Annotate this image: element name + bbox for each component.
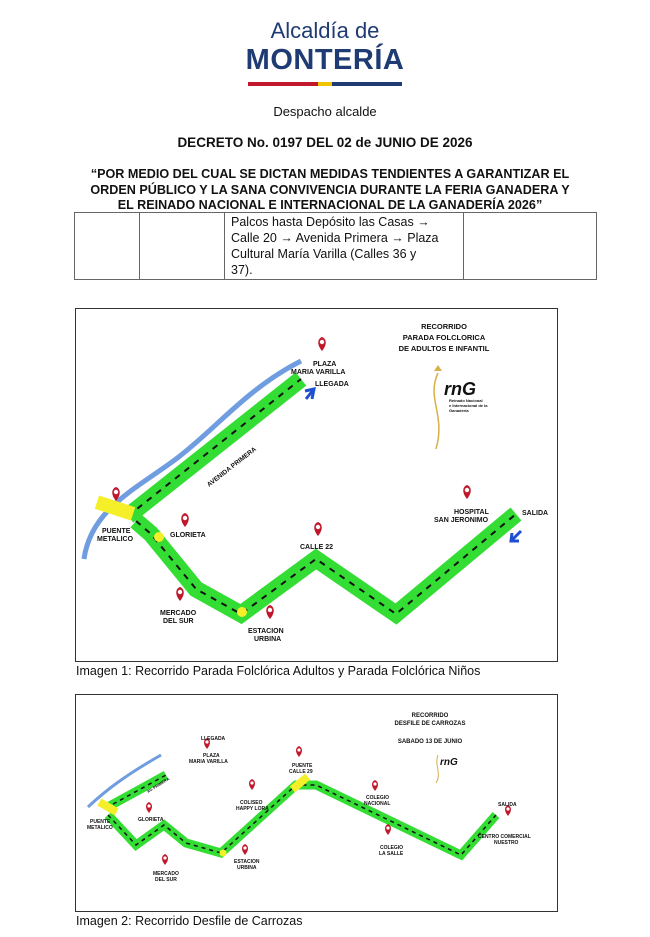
label-llegada: LLEGADA bbox=[315, 381, 349, 388]
pin-calle22-icon bbox=[314, 522, 322, 536]
glorieta-marker bbox=[154, 532, 164, 542]
route-line-1: Palcos hasta Depósito las Casas → bbox=[231, 215, 430, 229]
label2-la-salle: LA SALLE bbox=[379, 851, 404, 857]
label-hospital: HOSPITAL bbox=[454, 509, 489, 516]
map2-date: SABADO 13 DE JUNIO bbox=[397, 739, 463, 745]
label2-coliseo: COLISEO bbox=[240, 800, 263, 806]
label2-centro: CENTRO COMERCIAL bbox=[478, 834, 531, 840]
map2-title-2: DESFILE DE CARROZAS bbox=[394, 721, 466, 727]
label2-estacion: ESTACION bbox=[234, 859, 260, 865]
pin-mercado-icon bbox=[176, 587, 184, 601]
route-line-2: Calle 20 → Avenida Primera → Plaza bbox=[231, 231, 439, 245]
logo-flag-bar bbox=[248, 82, 402, 86]
label2-mercado: MERCADO bbox=[153, 871, 179, 877]
arrow-salida-icon bbox=[511, 531, 521, 541]
label-salida: SALIDA bbox=[522, 510, 549, 517]
estacion-marker bbox=[237, 607, 247, 617]
label2-maria-varilla: MARIA VARILLA bbox=[189, 759, 228, 765]
map-1 bbox=[76, 309, 557, 661]
label2-puente: PUENTE bbox=[292, 763, 313, 769]
label2-puente-m: PUENTE bbox=[90, 819, 111, 825]
rng-logo-2-icon bbox=[436, 755, 458, 783]
label-puente: PUENTE bbox=[102, 528, 131, 535]
pin-coliseo-icon bbox=[249, 779, 255, 790]
rng-logo-2-text: rnG bbox=[440, 757, 458, 768]
route-1 bbox=[128, 379, 516, 614]
label-del-sur: DEL SUR bbox=[163, 618, 194, 625]
label2-av-primera: AV. PRIMERA bbox=[145, 776, 171, 794]
rng-logo-text: rnG bbox=[444, 379, 477, 399]
estacion-2-marker bbox=[220, 850, 227, 857]
pin-estacion-icon bbox=[266, 605, 274, 619]
label-san-jeronimo: SAN JERONIMO bbox=[434, 517, 489, 524]
label-metalico: METALICO bbox=[97, 536, 134, 543]
table-cell-empty-1 bbox=[75, 213, 140, 280]
pin-hospital-icon bbox=[463, 485, 471, 499]
map1-title-1: RECORRIDO bbox=[421, 322, 467, 331]
logo-line-2: MONTERÍA bbox=[245, 44, 405, 76]
route-line-4: 37). bbox=[231, 263, 253, 277]
rng-logo-icon bbox=[434, 365, 488, 449]
map-2 bbox=[76, 695, 557, 911]
pin-estacion-2-icon bbox=[242, 844, 248, 855]
map1-title-2: PARADA FOLCLORICA bbox=[402, 333, 486, 342]
subject-line-1: “POR MEDIO DEL CUAL SE DICTAN MEDIDAS TENDIENTES A GARANTIZAR EL bbox=[90, 167, 570, 181]
arrow-llegada-icon bbox=[305, 389, 314, 399]
label2-plaza: PLAZA bbox=[203, 753, 220, 759]
label-plaza: PLAZA bbox=[313, 361, 337, 368]
label2-colegio2: COLEGIO bbox=[380, 845, 404, 851]
label-glorieta: GLORIETA bbox=[170, 532, 206, 539]
table-cell-empty-2 bbox=[140, 213, 225, 280]
label2-del-sur: DEL SUR bbox=[155, 877, 177, 883]
label-estacion: ESTACION bbox=[248, 628, 284, 635]
rng-line-1: Reinado Nacional bbox=[449, 398, 483, 403]
label2-nuestro: NUESTRO bbox=[494, 840, 519, 846]
pin-puente-calle29-icon bbox=[296, 746, 302, 757]
table-cell-empty-3 bbox=[464, 213, 597, 280]
label2-nacional: NACIONAL bbox=[364, 801, 391, 807]
label2-metalico: METALICO bbox=[87, 825, 113, 831]
label-maria-varilla: MARIA VARILLA bbox=[291, 369, 346, 376]
label-calle22: CALLE 22 bbox=[300, 544, 334, 551]
subject-line-3: EL REINADO NACIONAL E INTERNACIONAL DE LA GANADERÍA 2026” bbox=[117, 198, 543, 212]
pin-mercado-2-icon bbox=[162, 854, 168, 865]
pin-colegio-nacional-icon bbox=[372, 780, 378, 791]
label-mercado: MERCADO bbox=[160, 610, 197, 617]
logo-line-1: Alcaldía de bbox=[270, 18, 380, 43]
label2-colegio: COLEGIO bbox=[366, 795, 390, 801]
map1-title-3: DE ADULTOS E INFANTIL bbox=[398, 344, 490, 353]
decree-title: DECRETO No. 0197 DEL 02 de JUNIO DE 2026 bbox=[177, 135, 473, 150]
pin-glorieta-2-icon bbox=[146, 802, 152, 813]
table-cell-route bbox=[225, 213, 464, 280]
pin-glorieta-icon bbox=[181, 513, 189, 527]
map-2-caption: Imagen 2: Recorrido Desfile de Carrozas bbox=[76, 914, 303, 928]
office-name: Despacho alcalde bbox=[273, 104, 377, 119]
map2-title-1: RECORRIDO bbox=[411, 713, 449, 719]
label2-llegada: LLEGADA bbox=[201, 736, 226, 742]
label2-calle29: CALLE 29 bbox=[289, 769, 313, 775]
label2-glorieta: GLORIETA bbox=[138, 817, 164, 823]
route-table-fragment bbox=[74, 212, 597, 280]
route-line-3: Cultural María Varilla (Calles 36 y bbox=[231, 247, 417, 261]
label2-happy-lora: HAPPY LORA bbox=[236, 806, 269, 812]
label-urbina: URBINA bbox=[254, 636, 282, 643]
map-1-caption: Imagen 1: Recorrido Parada Folclórica Adultos y Parada Folclórica Niños bbox=[76, 664, 481, 678]
label2-urbina: URBINA bbox=[237, 865, 257, 871]
pin-plaza-icon bbox=[318, 337, 326, 351]
label-avenida: AVENIDA PRIMERA bbox=[205, 445, 258, 489]
rng-line-2: e Internacional de la bbox=[449, 403, 488, 408]
label2-salida: SALIDA bbox=[498, 802, 517, 808]
map-2-frame bbox=[75, 694, 558, 912]
map-1-frame bbox=[75, 308, 558, 662]
rng-line-3: Ganadería bbox=[449, 408, 469, 413]
subject-line-2: ORDEN PÚBLICO Y LA SANA CONVIVENCIA DURANTE LA FERIA GANADERA Y bbox=[90, 183, 570, 197]
